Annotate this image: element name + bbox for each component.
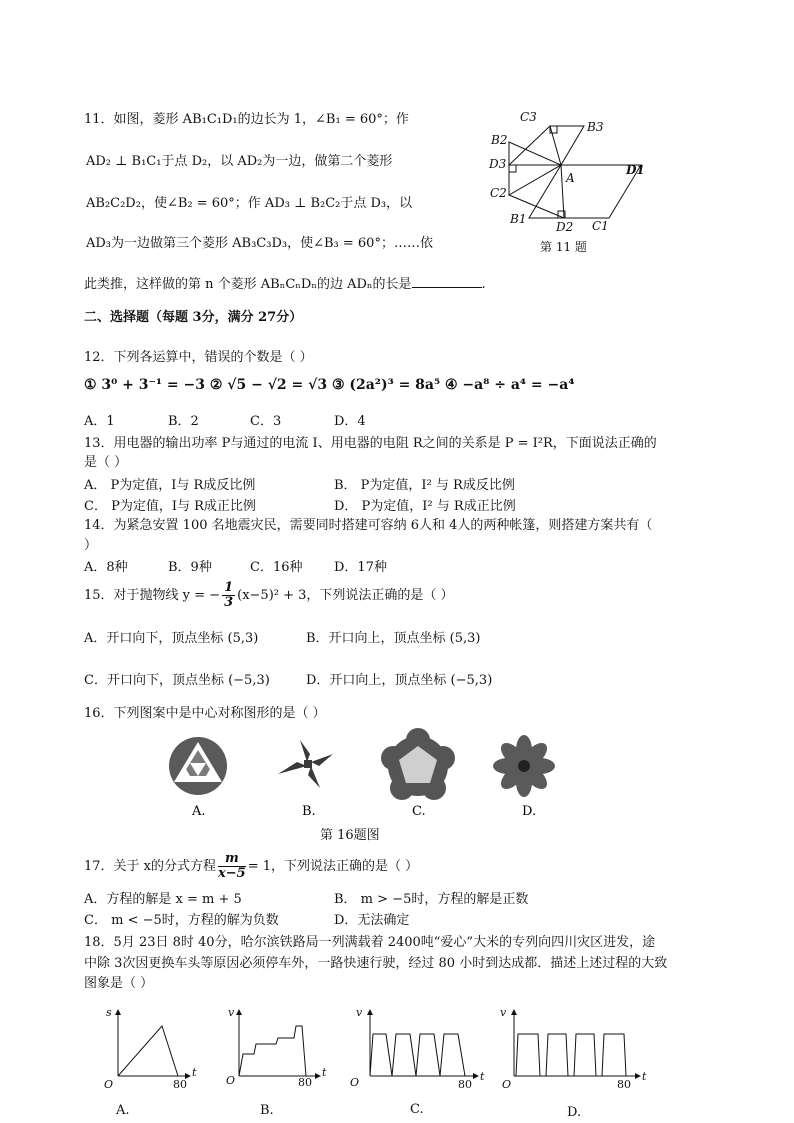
q17-option-a[interactable]: A．方程的解是 x = m + 5 xyxy=(84,892,242,907)
q16-caption: 第 16题图 xyxy=(320,828,380,843)
q11-line4: AD₃为一边做第三个菱形 AB₃C₃D₃，使∠B₃ = 60°；……依 xyxy=(86,236,433,251)
graph-c[interactable] xyxy=(370,1010,478,1076)
q11-line5-text: 此类推，这样做的第 n 个菱形 ABₙCₙDₙ的边 ADₙ的长是 xyxy=(84,277,412,292)
q16-label-b: B. xyxy=(302,804,316,818)
label-C1: C1 xyxy=(592,219,609,233)
q15-option-b[interactable]: B．开口向上，顶点坐标 (5,3) xyxy=(306,631,481,646)
answer-blank xyxy=(412,275,482,288)
label-D3: D3 xyxy=(489,157,507,171)
q15-option-d[interactable]: D．开口向上，顶点坐标 (−5,3) xyxy=(306,673,493,688)
graph-c-xlabel: t xyxy=(480,1070,485,1083)
label-B2: B2 xyxy=(491,133,508,147)
q13-option-c[interactable]: C． P为定值，I与 R成正比例 xyxy=(84,499,256,514)
graph-c-origin: O xyxy=(350,1076,360,1089)
graph-a-xlabel: t xyxy=(192,1066,197,1079)
q17-stem-post: = 1，下列说法正确的是（ ） xyxy=(247,859,419,874)
q11-line2: AD₂ ⊥ B₁C₁于点 D₂，以 AD₂为一边，做第二个菱形 xyxy=(86,154,393,169)
graph-c-xtick: 80 xyxy=(458,1078,472,1091)
q12-option-d[interactable]: D．4 xyxy=(334,414,366,429)
q15-fraction xyxy=(222,581,235,610)
q14-option-a[interactable]: A．8种 xyxy=(84,560,128,575)
q16-patterns xyxy=(160,728,580,818)
q15-option-c[interactable]: C．开口向下，顶点坐标 (−5,3) xyxy=(84,673,270,688)
q12-option-b[interactable]: B．2 xyxy=(168,414,199,429)
graph-d-xlabel: t xyxy=(642,1070,647,1083)
graph-d-ylabel: v xyxy=(500,1006,507,1019)
q13-option-d[interactable]: D． P为定值，I² 与 R成正比例 xyxy=(334,499,516,514)
q15-fraction-num: 1 xyxy=(224,580,234,595)
q11-line5 xyxy=(84,273,486,292)
graph-a-choice: A. xyxy=(116,1103,130,1118)
q11-line3: AB₂C₂D₂，使∠B₂ = 60°；作 AD₃ ⊥ B₂C₂于点 D₃，以 xyxy=(86,196,413,211)
graph-a[interactable] xyxy=(118,1010,190,1076)
q16-label-d: D. xyxy=(522,804,537,818)
q11-line5-end: . xyxy=(481,277,486,292)
q15-stem xyxy=(84,581,454,610)
graph-d-choice: D. xyxy=(567,1105,582,1120)
graph-b[interactable] xyxy=(239,1010,320,1076)
q17-fraction xyxy=(218,852,246,881)
q14-option-d[interactable]: D．17种 xyxy=(334,560,387,575)
graph-b-xtick: 80 xyxy=(298,1076,312,1089)
q14-option-b[interactable]: B．9种 xyxy=(168,560,212,575)
q16-label-a: A. xyxy=(192,804,206,818)
q17-fraction-num: m xyxy=(218,852,246,867)
q15-fraction-den: 3 xyxy=(224,595,234,610)
graph-d-origin: O xyxy=(502,1078,512,1091)
q16-label-c: C. xyxy=(412,804,426,818)
q14-option-c[interactable]: C．16种 xyxy=(250,560,303,575)
graph-b-origin: O xyxy=(226,1074,236,1087)
q17-stem xyxy=(84,852,418,881)
q11-line1: 11．如图，菱形 AB₁C₁D₁的边长为 1，∠B₁ = 60°；作 xyxy=(84,112,409,127)
pattern-c[interactable] xyxy=(381,728,455,800)
q13-option-b[interactable]: B． P为定值，I² 与 R成反比例 xyxy=(334,478,515,493)
q15-option-a[interactable]: A．开口向下，顶点坐标 (5,3) xyxy=(84,631,259,646)
q12-stem: 12．下列各运算中，错误的个数是（ ） xyxy=(84,350,313,365)
graph-b-choice: B. xyxy=(260,1103,274,1118)
q17-fraction-den: x−5 xyxy=(218,866,246,881)
q15-stem-pre: 15．对于抛物线 y = − xyxy=(84,588,221,603)
q18-stem-line3: 图象是（ ） xyxy=(84,976,154,991)
graph-a-ylabel: s xyxy=(106,1006,112,1019)
graph-c-ylabel: v xyxy=(356,1006,363,1019)
q15-stem-post: (x−5)² + 3，下列说法正确的是（ ） xyxy=(237,588,454,603)
graph-a-origin: O xyxy=(104,1078,114,1091)
q14-stem-line1: 14．为紧急安置 100 名地震灾民，需要同时搭建可容纳 6人和 4人的两种帐篷，则搭建方案共有（ xyxy=(84,518,653,533)
q18-stem-line1: 18．5月 23日 8时 40分，哈尔滨铁路局一列满载着 2400吨“爱心”大米的专列向四川灾区进发，途 xyxy=(84,935,656,950)
q12-option-c[interactable]: C．3 xyxy=(250,414,282,429)
graph-b-ylabel: v xyxy=(228,1006,235,1019)
q18-graphs xyxy=(80,1000,660,1120)
q17-option-d[interactable]: D．无法确定 xyxy=(334,913,410,928)
graph-c-choice: C. xyxy=(410,1102,424,1117)
q12-items: ① 3⁰ + 3⁻¹ = −3 ② √5 − √2 = √3 ③ (2a²)³ = 8a⁵ ④ −a⁸ ÷ a⁴ = −a⁴ xyxy=(84,377,575,393)
q13-stem-line1: 13．用电器的输出功率 P与通过的电流 I、用电器的电阻 R之间的关系是 P = I²R，下面说法正确的 xyxy=(84,436,657,451)
q17-option-c[interactable]: C． m < −5时，方程的解为负数 xyxy=(84,913,279,928)
pattern-a[interactable] xyxy=(169,737,227,795)
q16-stem: 16．下列图案中是中心对称图形的是（ ） xyxy=(84,706,326,721)
q18-stem-line2: 中除 3次因更换车头等原因必须停车外，一路快速行驶，经过 80 小时到达成都．描述上述过程的大致 xyxy=(84,956,668,971)
q11-rhombus-figure xyxy=(480,104,650,256)
label-A: A xyxy=(566,171,575,185)
graph-a-xtick: 80 xyxy=(173,1078,187,1091)
label-D2: D2 xyxy=(556,220,574,234)
section2-heading: 二、选择题（每题 3分，满分 27分） xyxy=(84,310,303,325)
q11-fig-caption: 第 11 题 xyxy=(540,240,587,254)
label-B3: B3 xyxy=(587,120,604,134)
q17-option-b[interactable]: B． m > −5时，方程的解是正数 xyxy=(334,892,529,907)
label-C3: C3 xyxy=(520,110,537,124)
graph-d-xtick: 80 xyxy=(617,1078,631,1091)
q12-option-a[interactable]: A．1 xyxy=(84,414,115,429)
q17-stem-pre: 17．关于 x的分式方程 xyxy=(84,859,217,874)
graph-d[interactable] xyxy=(514,1010,640,1076)
label-D1: D1 xyxy=(626,163,645,177)
pattern-b[interactable] xyxy=(278,740,333,788)
q14-stem-line2: ） xyxy=(84,538,98,553)
q13-stem-line2: 是（ ） xyxy=(84,455,128,470)
q13-option-a[interactable]: A． P为定值，I与 R成反比例 xyxy=(84,478,256,493)
pattern-d[interactable] xyxy=(493,735,555,797)
graph-b-xlabel: t xyxy=(322,1066,327,1079)
label-C2: C2 xyxy=(490,186,507,200)
label-B1: B1 xyxy=(510,212,527,226)
